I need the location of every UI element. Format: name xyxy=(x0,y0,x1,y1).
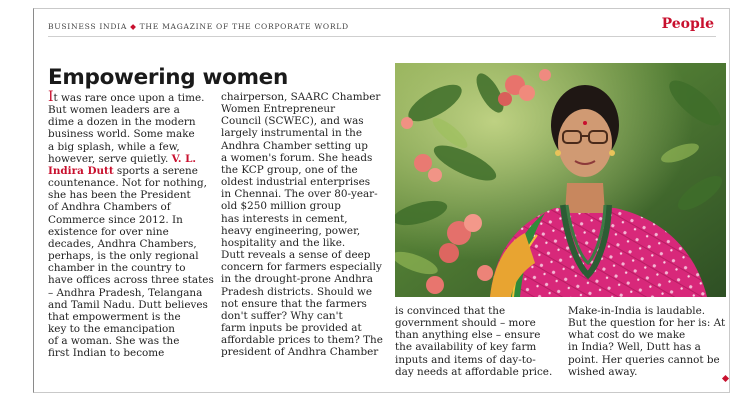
body-line: not ensure that the farmers xyxy=(221,297,367,310)
masthead xyxy=(48,16,716,37)
body-line: existence for over nine xyxy=(48,225,169,238)
body-line: is convinced that the xyxy=(395,305,506,317)
end-mark-icon xyxy=(722,375,729,382)
body-line: than anything else – ensure xyxy=(395,329,541,342)
drop-cap: I xyxy=(48,89,54,105)
body-line: however, serve quietly. V. L. xyxy=(48,152,197,165)
body-line: the KCP group, one of the xyxy=(221,163,358,176)
body-line: in the drought-prone Andhra xyxy=(221,273,373,286)
body-line: Pradesh districts. Should we xyxy=(221,285,373,298)
body-column-1 xyxy=(48,91,214,359)
body-line: heavy engineering, power, xyxy=(221,224,361,237)
body-line: business world. Some make xyxy=(48,128,195,141)
publication-name: BUSINESS INDIA xyxy=(48,22,128,31)
body-line: perhaps, is the only regional xyxy=(48,250,199,263)
body-line: of Andhra Chambers of xyxy=(48,201,171,214)
body-line: day needs at affordable price. xyxy=(395,365,553,378)
body-line: countenance. Not for nothing, xyxy=(48,177,207,190)
body-line: in India? Well, Dutt has a xyxy=(568,341,701,354)
body-line: don't suffer? Why can't xyxy=(221,309,343,322)
body-line: wished away. xyxy=(568,365,638,378)
headline: Empowering women xyxy=(48,65,288,90)
body-line: concern for farmers especially xyxy=(221,261,382,274)
body-column-2 xyxy=(221,91,383,358)
portrait-photo xyxy=(395,63,726,297)
body-line: and Tamil Nadu. Dutt believes xyxy=(48,298,208,311)
body-line: – Andhra Pradesh, Telangana xyxy=(48,286,203,299)
body-line: Dutt reveals a sense of deep xyxy=(221,249,371,262)
body-line: president of Andhra Chamber xyxy=(221,346,379,359)
body-line: Women Entrepreneur xyxy=(221,103,336,116)
body-line: a women's forum. She heads xyxy=(221,151,373,164)
body-line: Commerce since 2012. In xyxy=(48,213,183,226)
body-line: hospitality and the like. xyxy=(221,236,346,249)
portrait-illustration xyxy=(395,63,726,297)
body-column-4 xyxy=(568,305,725,378)
body-line: Indira Dutt sports a serene xyxy=(48,164,198,177)
body-line: government should – more xyxy=(395,317,536,330)
body-line: first Indian to become xyxy=(48,347,165,360)
body-line: decades, Andhra Chambers, xyxy=(48,237,197,250)
body-line: what cost do we make xyxy=(568,329,686,342)
body-line: But women leaders are a xyxy=(48,104,180,117)
body-line: oldest industrial enterprises xyxy=(221,176,371,189)
body-line: have offices across three states xyxy=(48,274,214,287)
person-name: Indira Dutt xyxy=(48,164,114,177)
body-line: she has been the President xyxy=(48,189,191,202)
body-line: a big splash, while a few, xyxy=(48,140,180,153)
body-line: chairperson, SAARC Chamber xyxy=(221,91,381,103)
body-line: in Chennai. The over 80-year- xyxy=(221,188,378,201)
body-line: Andhra Chamber setting up xyxy=(221,139,368,152)
body-line: chamber in the country to xyxy=(48,262,186,275)
publication-tagline: THE MAGAZINE OF THE CORPORATE WORLD xyxy=(139,22,349,31)
body-line: point. Her queries cannot be xyxy=(568,353,720,366)
body-line: the availability of key farm xyxy=(395,341,537,354)
body-line: Make-in-India is laudable. xyxy=(568,305,706,317)
body-line: But the question for her is: At xyxy=(568,317,726,330)
body-line: It was rare once upon a time. xyxy=(48,89,205,105)
body-line: inputs and items of day-to- xyxy=(395,353,536,366)
body-line: largely instrumental in the xyxy=(221,127,362,140)
body-line: of a woman. She was the xyxy=(48,335,180,348)
body-line: old $250 million group xyxy=(221,200,341,213)
section-label: People xyxy=(661,16,714,32)
body-line: that empowerment is the xyxy=(48,310,181,323)
body-line: farm inputs be provided at xyxy=(221,321,362,334)
body-line: dime a dozen in the modern xyxy=(48,116,196,129)
person-name: V. L. xyxy=(171,152,197,165)
diamond-separator-icon: ◆ xyxy=(130,22,137,31)
body-line: has interests in cement, xyxy=(221,212,348,225)
body-line: key to the emancipation xyxy=(48,322,175,335)
magazine-page xyxy=(33,8,730,393)
body-line: Council (SCWEC), and was xyxy=(221,115,364,128)
body-column-3 xyxy=(395,305,552,378)
body-line: affordable prices to them? The xyxy=(221,334,383,347)
publication-line xyxy=(48,22,349,31)
